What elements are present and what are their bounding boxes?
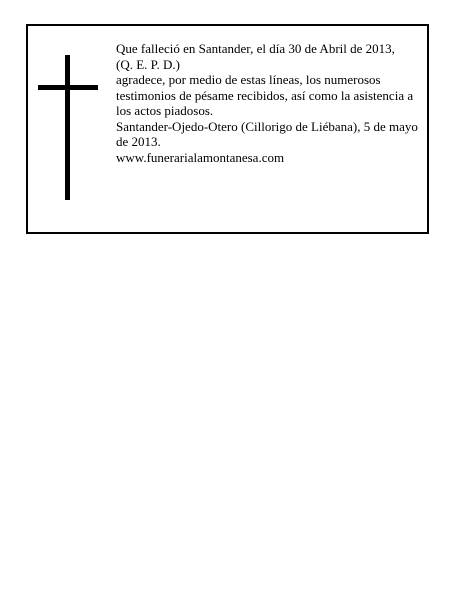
notice-rip-line: (Q. E. P. D.) (116, 56, 180, 72)
notice-place-date: Santander-Ojedo-Otero (Cillorigo de Liébana), 5 de mayo de 2013. (116, 118, 418, 149)
notice-website: www.funerarialamontanesa.com (116, 149, 285, 165)
obituary-notice (26, 24, 429, 234)
notice-thanks-paragraph: agradece, por medio de estas líneas, los numerosos testimonios de pésame recibidos, así como la asistencia a los actos piadosos. (116, 72, 414, 118)
notice-death-line: Que falleció en Santander, el día 30 de Abril de 2013, (116, 41, 395, 56)
cross-horizontal-bar (38, 85, 98, 90)
notice-text (116, 41, 421, 165)
cross-vertical-bar (65, 55, 70, 200)
cross-icon (38, 55, 98, 200)
